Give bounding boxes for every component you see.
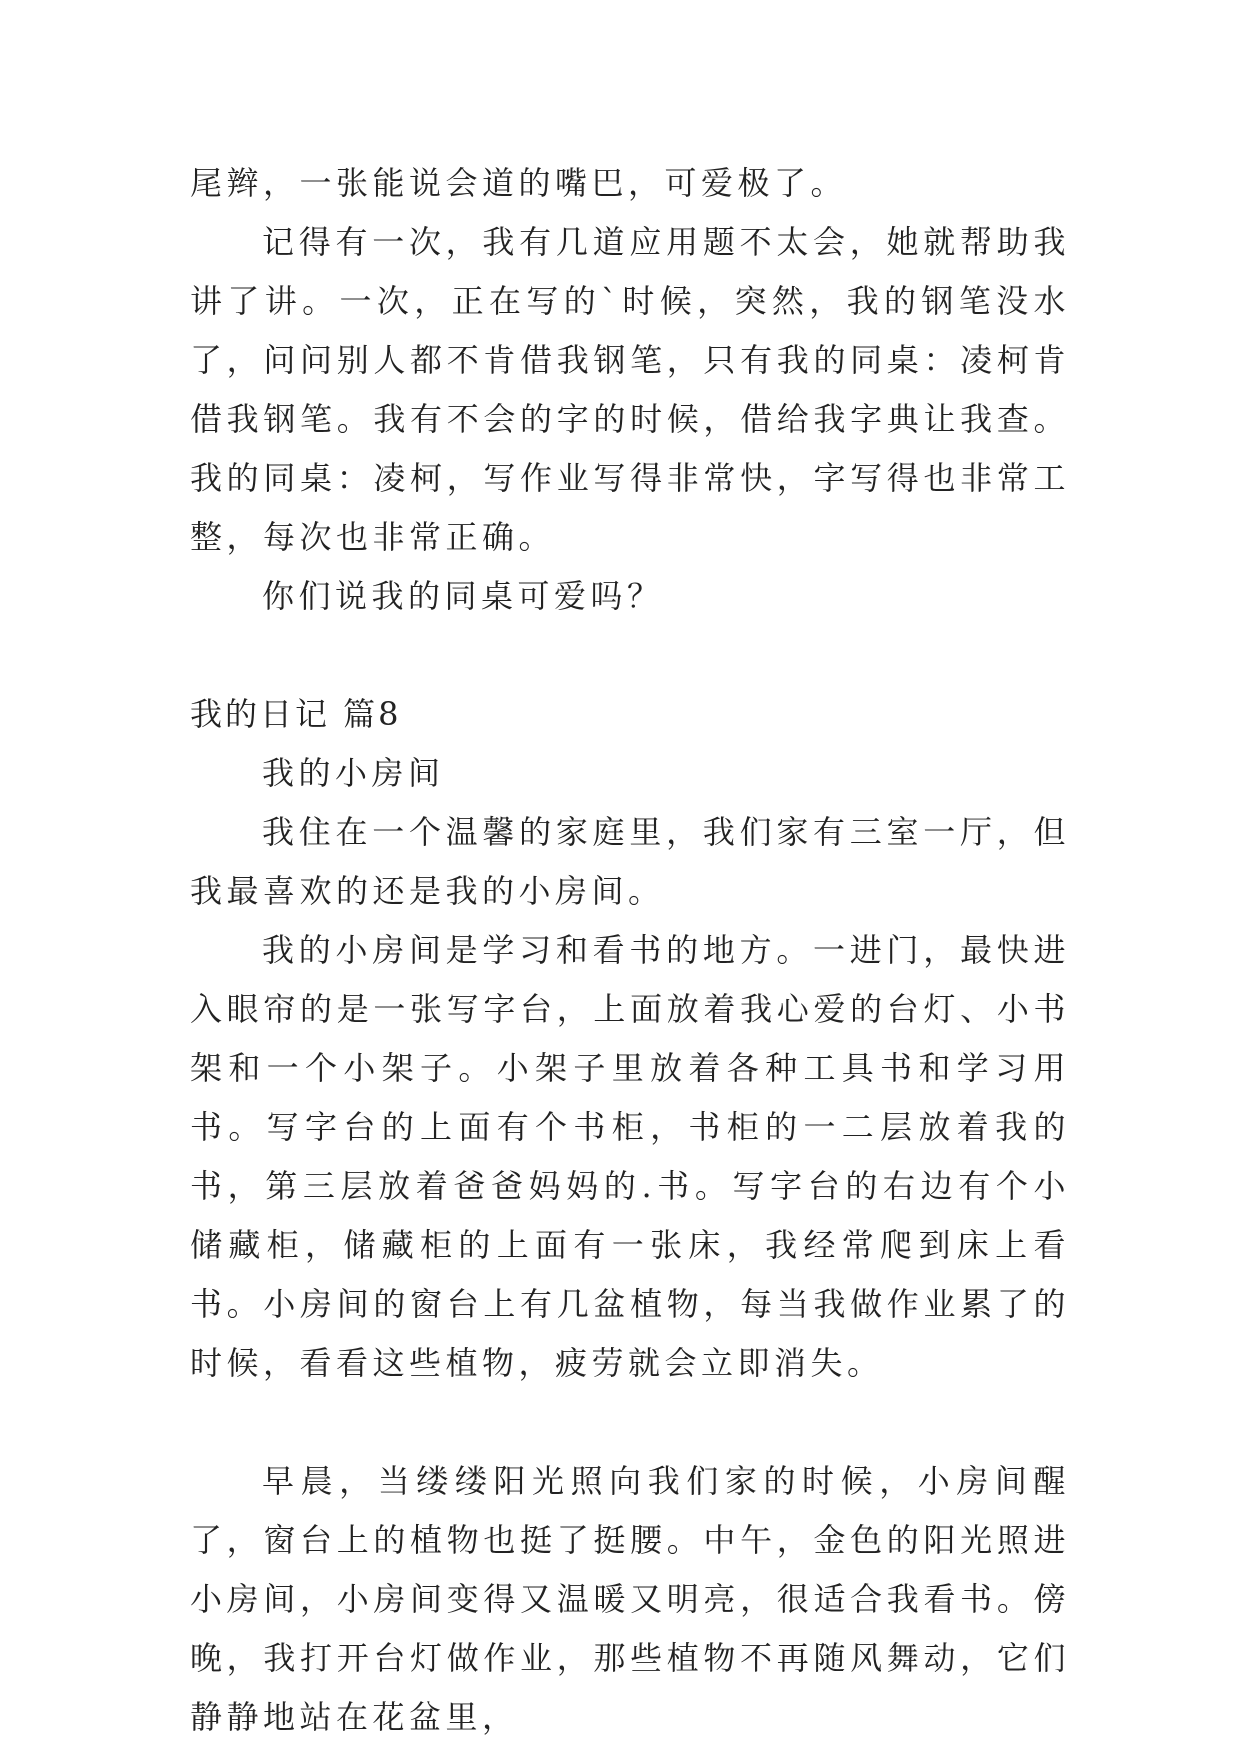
paragraph-question: 你们说我的同桌可爱吗？ <box>262 577 664 615</box>
paragraph-continuation: 尾辫，一张能说会道的嘴巴，可爱极了。 <box>190 164 848 202</box>
document-body <box>190 154 1070 1747</box>
paragraph-intro: 我住在一个温馨的家庭里，我们家有三室一厅，但我最喜欢的还是我的小房间。 <box>190 813 1070 910</box>
paragraph-room-description: 我的小房间是学习和看书的地方。一进门，最快进入眼帘的是一张写字台，上面放着我心爱的台灯、小书架和一个小架子。小架子里放着各种工具书和学习用书。写字台的上面有个书柜，书柜的一二层放着我的书，第三层放着爸爸妈妈的.书。写字台的右边有个小储藏柜，储藏柜的上面有一张床，我经常爬到床上看书。小房间的窗台上有几盆植物，每当我做作业累了的时候，看看这些植物，疲劳就会立即消失。 <box>190 931 1070 1382</box>
paragraph-day-cycle: 早晨，当缕缕阳光照向我们家的时候，小房间醒了，窗台上的植物也挺了挺腰。中午，金色的阳光照进小房间，小房间变得又温暖又明亮，很适合我看书。傍晚，我打开台灯做作业，那些植物不再随风舞动，它们静静地站在花盆里， <box>190 1462 1070 1736</box>
section-title: 我的日记 篇8 <box>190 695 402 733</box>
paragraph-deskmate-help: 记得有一次，我有几道应用题不太会，她就帮助我讲了讲。一次，正在写的`时候，突然，我的钢笔没水了，问问别人都不肯借我钢笔，只有我的同桌：凌柯肯借我钢笔。我有不会的字的时候，借给我字典让我查。我的同桌：凌柯，写作业写得非常快，字写得也非常工整，每次也非常正确。 <box>190 223 1070 556</box>
essay-title: 我的小房间 <box>262 754 445 792</box>
